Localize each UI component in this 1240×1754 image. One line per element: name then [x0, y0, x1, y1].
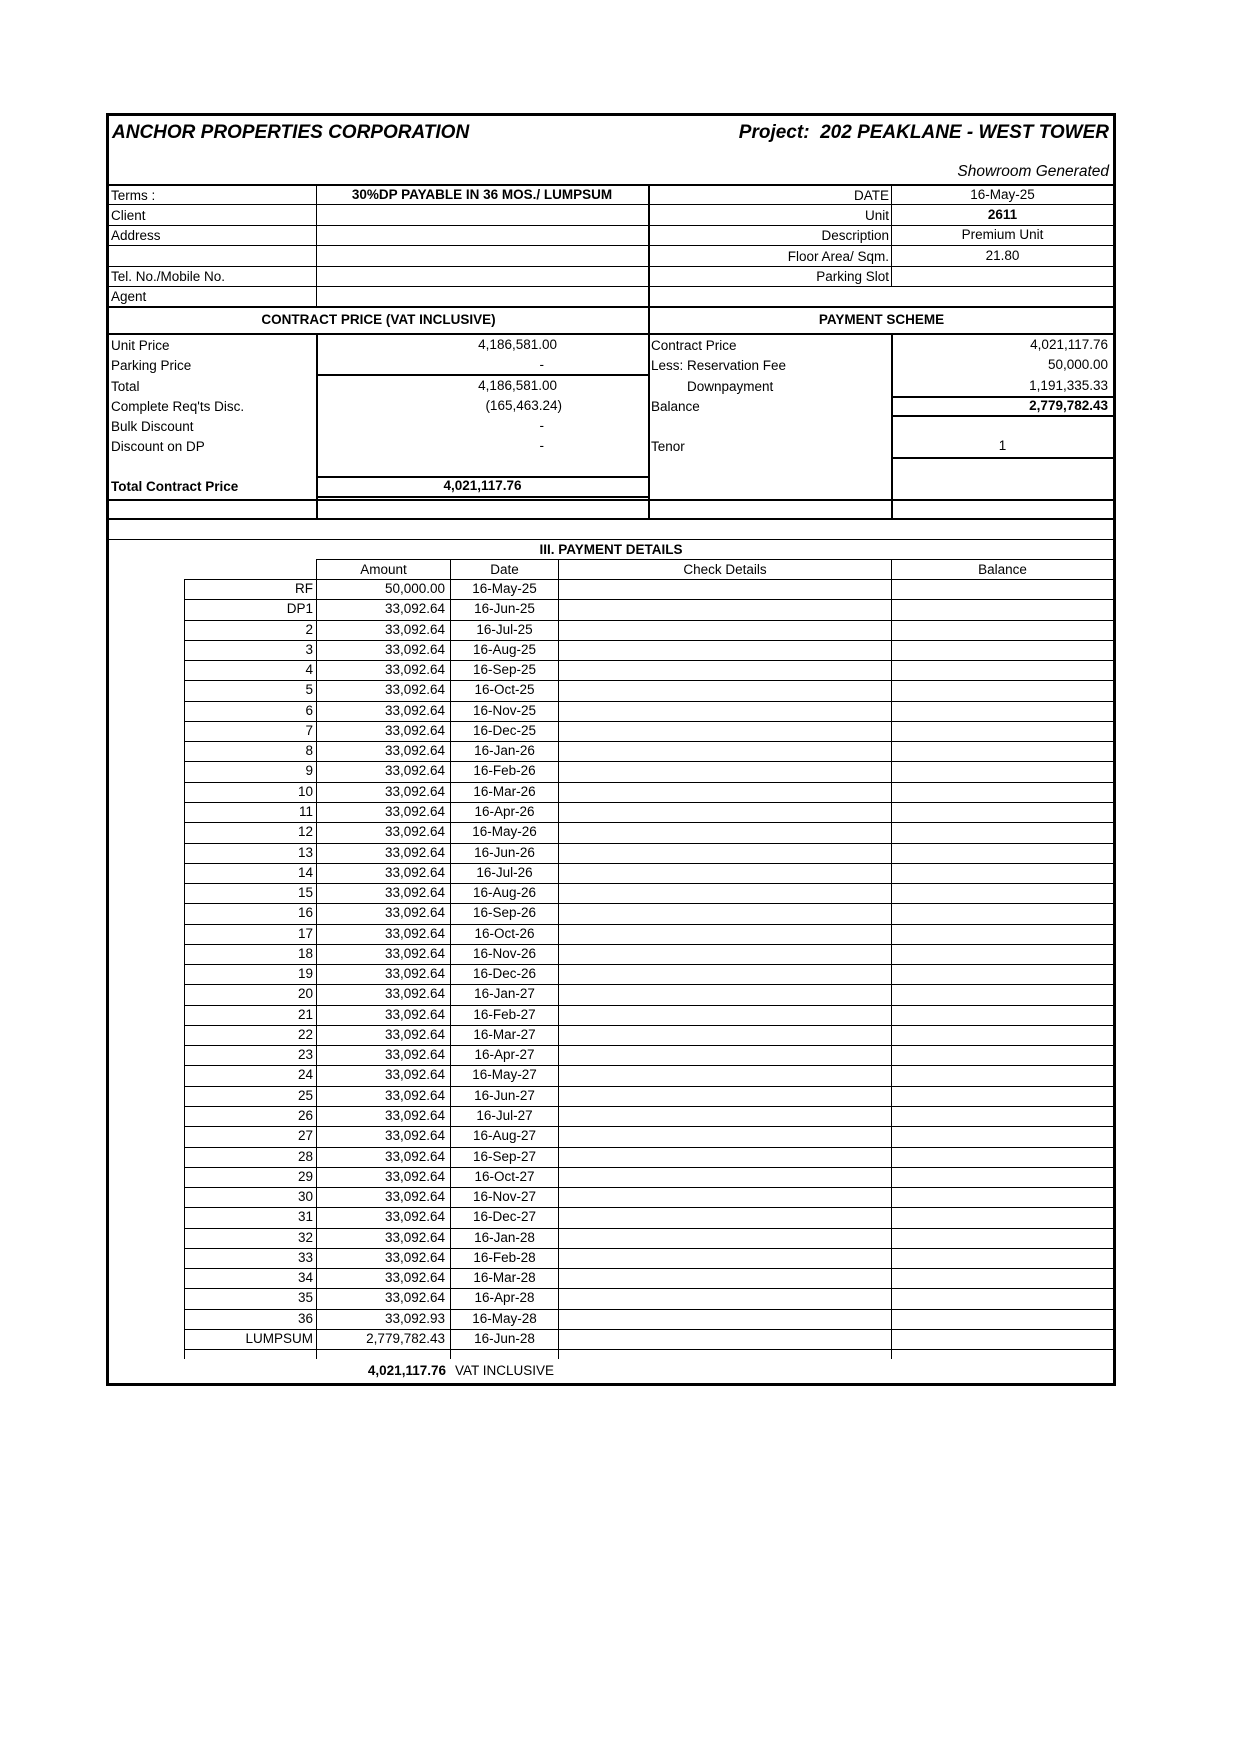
installment-date: 16-Dec-25	[472, 723, 537, 738]
check-details-cell	[559, 883, 891, 903]
installment-amount: 33,092.64	[384, 824, 445, 839]
balance-cell	[892, 944, 1113, 964]
client-label: Client	[111, 208, 146, 223]
balance-cell	[892, 579, 1113, 599]
installment-amount: 33,092.64	[384, 662, 445, 677]
grand-total-note: VAT INCLUSIVE	[455, 1363, 555, 1378]
table-row	[109, 1126, 1113, 1146]
table-row	[109, 1086, 1113, 1106]
installment-amount: 33,092.64	[384, 642, 445, 657]
installment-label: 20	[297, 986, 313, 1001]
table-row	[109, 782, 1113, 802]
check-details-cell	[559, 782, 891, 802]
tenor-value: 1	[998, 438, 1007, 453]
installment-amount: 33,092.64	[384, 1169, 445, 1184]
check-details-cell	[559, 1086, 891, 1106]
balance-cell	[892, 984, 1113, 1004]
installment-date: 16-Aug-26	[472, 885, 537, 900]
balance-cell	[892, 1065, 1113, 1085]
installment-amount: 33,092.64	[384, 926, 445, 941]
check-details-cell	[559, 1045, 891, 1065]
balance-cell	[892, 1045, 1113, 1065]
table-row	[109, 721, 1113, 741]
divider	[109, 306, 1113, 308]
balance-cell	[892, 1106, 1113, 1126]
installment-date: 16-Jan-27	[474, 986, 535, 1001]
installment-amount: 33,092.64	[384, 1128, 445, 1143]
balance-cell	[892, 1025, 1113, 1045]
check-details-cell	[559, 1005, 891, 1025]
table-row	[109, 822, 1113, 842]
installment-date: 16-Apr-27	[474, 1047, 535, 1062]
installment-label: 27	[297, 1128, 313, 1143]
table-row	[109, 701, 1113, 721]
installment-amount: 33,092.64	[384, 1067, 445, 1082]
table-row	[109, 1268, 1113, 1288]
installment-label: 24	[297, 1067, 313, 1082]
installment-amount: 33,092.64	[384, 1149, 445, 1164]
balance-cell	[892, 843, 1113, 863]
balance-cell	[892, 883, 1113, 903]
complete-reqs-value: (165,463.24)	[485, 398, 562, 413]
check-details-cell	[559, 741, 891, 761]
contract-price-heading: CONTRACT PRICE (VAT INCLUSIVE)	[261, 312, 496, 327]
installment-label: 17	[297, 926, 313, 941]
payment-scheme-heading: PAYMENT SCHEME	[818, 312, 945, 327]
installment-label: 4	[305, 662, 313, 677]
table-row	[109, 1288, 1113, 1308]
installment-amount: 33,092.64	[384, 743, 445, 758]
table-row	[109, 620, 1113, 640]
installment-amount: 33,092.64	[384, 682, 445, 697]
check-details-cell	[559, 1288, 891, 1308]
installment-label: 18	[297, 946, 313, 961]
installment-amount: 33,092.64	[384, 1108, 445, 1123]
table-row	[109, 924, 1113, 944]
check-details-cell	[559, 701, 891, 721]
installment-label: LUMPSUM	[245, 1331, 313, 1346]
installment-amount: 33,092.64	[384, 966, 445, 981]
check-details-cell	[559, 924, 891, 944]
check-details-cell	[559, 640, 891, 660]
payment-details-heading: III. PAYMENT DETAILS	[539, 542, 683, 557]
installment-amount: 33,092.64	[384, 1250, 445, 1265]
balance-cell	[892, 599, 1113, 619]
description-value: Premium Unit	[961, 227, 1044, 242]
balance-label: Balance	[651, 399, 700, 414]
table-row	[109, 1309, 1113, 1329]
divider	[450, 559, 451, 1359]
total-value: 4,186,581.00	[478, 378, 557, 393]
installment-date: 16-Sep-25	[472, 662, 537, 677]
installment-date: 16-Oct-25	[474, 682, 535, 697]
installment-label: 10	[297, 784, 313, 799]
col-amount-header: Amount	[360, 562, 407, 577]
check-details-cell	[559, 599, 891, 619]
installment-label: 8	[305, 743, 313, 758]
balance-cell	[892, 924, 1113, 944]
check-details-cell	[559, 984, 891, 1004]
unit-price-value: 4,186,581.00	[478, 337, 557, 352]
check-details-cell	[559, 802, 891, 822]
address-label: Address	[111, 228, 161, 243]
installment-label: 25	[297, 1088, 313, 1103]
installment-amount: 33,092.64	[384, 723, 445, 738]
terms-value: 30%DP PAYABLE IN 36 MOS./ LUMPSUM	[351, 187, 613, 202]
balance-cell	[892, 1268, 1113, 1288]
installment-amount: 33,092.64	[384, 1189, 445, 1204]
installment-date: 16-Nov-25	[472, 703, 537, 718]
installment-label: 31	[297, 1209, 313, 1224]
installment-amount: 33,092.64	[384, 1027, 445, 1042]
check-details-cell	[559, 1126, 891, 1146]
installment-amount: 33,092.64	[384, 905, 445, 920]
project-label: Project:	[738, 122, 810, 143]
balance-cell	[892, 863, 1113, 883]
table-row	[109, 964, 1113, 984]
balance-cell	[892, 903, 1113, 923]
check-details-cell	[559, 680, 891, 700]
check-details-cell	[559, 1025, 891, 1045]
installment-label: 29	[297, 1169, 313, 1184]
installment-amount: 33,092.64	[384, 885, 445, 900]
divider	[891, 457, 1113, 459]
bulk-discount-label: Bulk Discount	[111, 419, 194, 434]
installment-label: 5	[305, 682, 313, 697]
computation-sheet	[106, 113, 1116, 1386]
divider	[109, 266, 1113, 267]
discount-dp-label: Discount on DP	[111, 439, 205, 454]
balance-cell	[892, 1187, 1113, 1207]
installment-label: 33	[297, 1250, 313, 1265]
balance-cell	[892, 1005, 1113, 1025]
check-details-cell	[559, 1065, 891, 1085]
installment-amount: 33,092.64	[384, 845, 445, 860]
installment-date: 16-Apr-28	[474, 1290, 535, 1305]
project-title	[739, 120, 1109, 146]
balance-cell	[892, 660, 1113, 680]
installment-amount: 33,092.64	[384, 763, 445, 778]
check-details-cell	[559, 620, 891, 640]
balance-cell	[892, 1248, 1113, 1268]
check-details-cell	[559, 964, 891, 984]
table-row	[109, 1147, 1113, 1167]
table-row	[109, 1065, 1113, 1085]
installment-label: 9	[305, 763, 313, 778]
check-details-cell	[559, 1329, 891, 1349]
balance-cell	[892, 620, 1113, 640]
installment-date: 16-Aug-27	[472, 1128, 537, 1143]
installment-label: 16	[297, 905, 313, 920]
parking-price-value: -	[539, 357, 544, 372]
installment-date: 16-Jul-27	[476, 1108, 533, 1123]
unit-value: 2611	[987, 207, 1018, 222]
subtitle: Showroom Generated	[957, 163, 1109, 180]
installment-label: RF	[295, 581, 313, 596]
installment-amount: 33,092.64	[384, 1047, 445, 1062]
installment-date: 16-Apr-26	[474, 804, 535, 819]
installment-date: 16-May-25	[472, 581, 537, 596]
installment-date: 16-Mar-28	[473, 1270, 536, 1285]
installment-label: 30	[297, 1189, 313, 1204]
installment-date: 16-Jul-25	[476, 622, 533, 637]
installment-date: 16-Sep-27	[472, 1149, 537, 1164]
balance-cell	[892, 1288, 1113, 1308]
tcp-value: 4,021,117.76	[443, 478, 522, 493]
table-row	[109, 903, 1113, 923]
divider	[184, 579, 185, 1359]
installment-amount: 33,092.64	[384, 1209, 445, 1224]
table-row	[109, 1228, 1113, 1248]
check-details-cell	[559, 863, 891, 883]
ps-contract-price-value: 4,021,117.76	[1030, 337, 1108, 352]
check-details-cell	[559, 579, 891, 599]
installment-date: 16-Jan-28	[474, 1230, 535, 1245]
check-details-cell	[559, 1268, 891, 1288]
installment-amount: 33,092.64	[384, 1088, 445, 1103]
installment-label: 2	[305, 622, 313, 637]
date-value: 16-May-25	[970, 187, 1035, 202]
installment-amount: 33,092.64	[384, 784, 445, 799]
installment-date: 16-Oct-27	[474, 1169, 535, 1184]
table-row	[109, 1106, 1113, 1126]
balance-cell	[892, 1309, 1113, 1329]
table-row	[109, 1167, 1113, 1187]
installment-date: 16-May-27	[472, 1067, 537, 1082]
company-name: ANCHOR PROPERTIES CORPORATION	[112, 122, 470, 143]
table-row	[109, 944, 1113, 964]
installment-label: 21	[297, 1007, 313, 1022]
installment-label: 32	[297, 1230, 313, 1245]
check-details-cell	[559, 843, 891, 863]
table-row	[109, 1005, 1113, 1025]
installment-amount: 33,092.64	[384, 1290, 445, 1305]
balance-cell	[892, 701, 1113, 721]
divider	[184, 1349, 1113, 1350]
divider	[891, 559, 892, 1359]
installment-label: 26	[297, 1108, 313, 1123]
installment-label: 23	[297, 1047, 313, 1062]
table-row	[109, 1187, 1113, 1207]
check-details-cell	[559, 822, 891, 842]
installment-date: 16-May-28	[472, 1311, 537, 1326]
floor-area-value: 21.80	[985, 248, 1020, 263]
divider	[316, 496, 648, 498]
installment-date: 16-Jun-26	[474, 845, 535, 860]
balance-value: 2,779,782.43	[1029, 398, 1108, 413]
installment-amount: 33,092.64	[384, 1230, 445, 1245]
divider	[109, 286, 1113, 287]
check-details-cell	[559, 1248, 891, 1268]
balance-cell	[892, 721, 1113, 741]
table-row	[109, 1329, 1113, 1349]
date-label: DATE	[853, 188, 889, 203]
installment-date: 16-Dec-27	[472, 1209, 537, 1224]
table-row	[109, 1025, 1113, 1045]
installment-date: 16-Nov-27	[472, 1189, 537, 1204]
installment-label: 34	[297, 1270, 313, 1285]
installment-label: 14	[297, 865, 313, 880]
installment-date: 16-Mar-27	[473, 1027, 536, 1042]
parking-price-label: Parking Price	[111, 358, 192, 373]
installment-date: 16-Feb-28	[473, 1250, 536, 1265]
balance-cell	[892, 1126, 1113, 1146]
installment-label: 11	[298, 804, 313, 819]
installment-amount: 50,000.00	[384, 581, 445, 596]
divider	[109, 499, 1113, 501]
grand-total-value: 4,021,117.76	[367, 1363, 446, 1378]
unit-label: Unit	[864, 208, 889, 223]
unit-price-label: Unit Price	[111, 338, 170, 353]
balance-cell	[892, 802, 1113, 822]
tenor-label: Tenor	[651, 439, 685, 454]
installment-date: 16-Nov-26	[472, 946, 537, 961]
installment-amount: 33,092.64	[384, 622, 445, 637]
check-details-cell	[559, 761, 891, 781]
installment-date: 16-Jun-25	[474, 601, 535, 616]
installment-date: 16-Dec-26	[472, 966, 537, 981]
table-row	[109, 984, 1113, 1004]
installment-label: 35	[297, 1290, 313, 1305]
installment-date: 16-Feb-27	[473, 1007, 536, 1022]
check-details-cell	[559, 1207, 891, 1227]
check-details-cell	[559, 1147, 891, 1167]
installment-date: 16-Jun-27	[474, 1088, 535, 1103]
installment-date: 16-Jun-28	[474, 1331, 535, 1346]
check-details-cell	[559, 1106, 891, 1126]
installment-label: 12	[297, 824, 313, 839]
table-row	[109, 660, 1113, 680]
check-details-cell	[559, 660, 891, 680]
table-row	[109, 1248, 1113, 1268]
table-row	[109, 1207, 1113, 1227]
floor-area-label: Floor Area/ Sqm.	[787, 249, 889, 264]
installment-label: 36	[297, 1311, 313, 1326]
balance-cell	[892, 640, 1113, 660]
balance-cell	[892, 1086, 1113, 1106]
balance-cell	[892, 680, 1113, 700]
installment-label: 15	[297, 885, 313, 900]
table-row	[109, 883, 1113, 903]
installment-label: 3	[305, 642, 313, 657]
installment-date: 16-Mar-26	[473, 784, 536, 799]
installment-amount: 33,092.64	[384, 1270, 445, 1285]
balance-cell	[892, 782, 1113, 802]
installment-amount: 33,092.93	[384, 1311, 445, 1326]
balance-cell	[892, 1329, 1113, 1349]
tel-label: Tel. No./Mobile No.	[111, 269, 226, 284]
installment-label: 7	[305, 723, 313, 738]
installment-amount: 33,092.64	[384, 804, 445, 819]
balance-cell	[892, 1167, 1113, 1187]
parking-slot-label: Parking Slot	[816, 269, 889, 284]
installment-label: 19	[297, 966, 313, 981]
balance-cell	[892, 1147, 1113, 1167]
balance-cell	[892, 1207, 1113, 1227]
installment-label: 28	[297, 1149, 313, 1164]
reservation-value: 50,000.00	[1047, 357, 1108, 372]
table-row	[109, 761, 1113, 781]
table-row	[109, 1045, 1113, 1065]
balance-cell	[892, 741, 1113, 761]
ps-contract-price-label: Contract Price	[651, 338, 737, 353]
balance-cell	[892, 761, 1113, 781]
table-row	[109, 741, 1113, 761]
col-date-header: Date	[490, 562, 519, 577]
project-name: 202 PEAKLANE - WEST TOWER	[820, 122, 1109, 143]
check-details-cell	[559, 903, 891, 923]
installment-date: 16-Jul-26	[476, 865, 533, 880]
installment-date: 16-Sep-26	[472, 905, 537, 920]
installment-amount: 2,779,782.43	[366, 1331, 445, 1346]
check-details-cell	[559, 1309, 891, 1329]
downpayment-label: Downpayment	[687, 379, 774, 394]
divider	[109, 518, 1113, 520]
total-label: Total	[111, 379, 140, 394]
balance-cell	[892, 822, 1113, 842]
table-row	[109, 863, 1113, 883]
downpayment-value: 1,191,335.33	[1029, 378, 1108, 393]
col-check-header: Check Details	[683, 562, 767, 577]
check-details-cell	[559, 1187, 891, 1207]
installment-label: 22	[297, 1027, 313, 1042]
table-row	[109, 640, 1113, 660]
installment-amount: 33,092.64	[384, 865, 445, 880]
check-details-cell	[559, 1167, 891, 1187]
discount-dp-value: -	[539, 438, 544, 453]
complete-reqs-label: Complete Req'ts Disc.	[111, 399, 245, 414]
installment-amount: 33,092.64	[384, 703, 445, 718]
installment-label: 13	[297, 845, 313, 860]
installment-date: 16-Jan-26	[474, 743, 535, 758]
table-row	[109, 599, 1113, 619]
installment-amount: 33,092.64	[384, 1007, 445, 1022]
check-details-cell	[559, 944, 891, 964]
description-label: Description	[821, 228, 889, 243]
balance-cell	[892, 1228, 1113, 1248]
reservation-label: Less: Reservation Fee	[651, 358, 787, 373]
installment-date: 16-Oct-26	[474, 926, 535, 941]
col-balance-header: Balance	[978, 562, 1027, 577]
bulk-discount-value: -	[539, 418, 544, 433]
table-row	[109, 843, 1113, 863]
check-details-cell	[559, 1228, 891, 1248]
installment-amount: 33,092.64	[384, 986, 445, 1001]
table-row	[109, 802, 1113, 822]
divider	[648, 306, 650, 518]
installment-amount: 33,092.64	[384, 601, 445, 616]
installment-date: 16-Feb-26	[473, 763, 536, 778]
installment-date: 16-Aug-25	[472, 642, 537, 657]
terms-label: Terms :	[111, 188, 156, 203]
divider	[316, 559, 317, 1359]
table-row	[109, 680, 1113, 700]
agent-label: Agent	[111, 289, 147, 304]
tcp-label: Total Contract Price	[111, 479, 239, 494]
divider	[558, 559, 559, 1359]
installment-label: DP1	[286, 601, 313, 616]
installment-date: 16-May-26	[472, 824, 537, 839]
check-details-cell	[559, 721, 891, 741]
table-row	[109, 579, 1113, 599]
installment-amount: 33,092.64	[384, 946, 445, 961]
installment-label: 6	[305, 703, 313, 718]
balance-cell	[892, 964, 1113, 984]
